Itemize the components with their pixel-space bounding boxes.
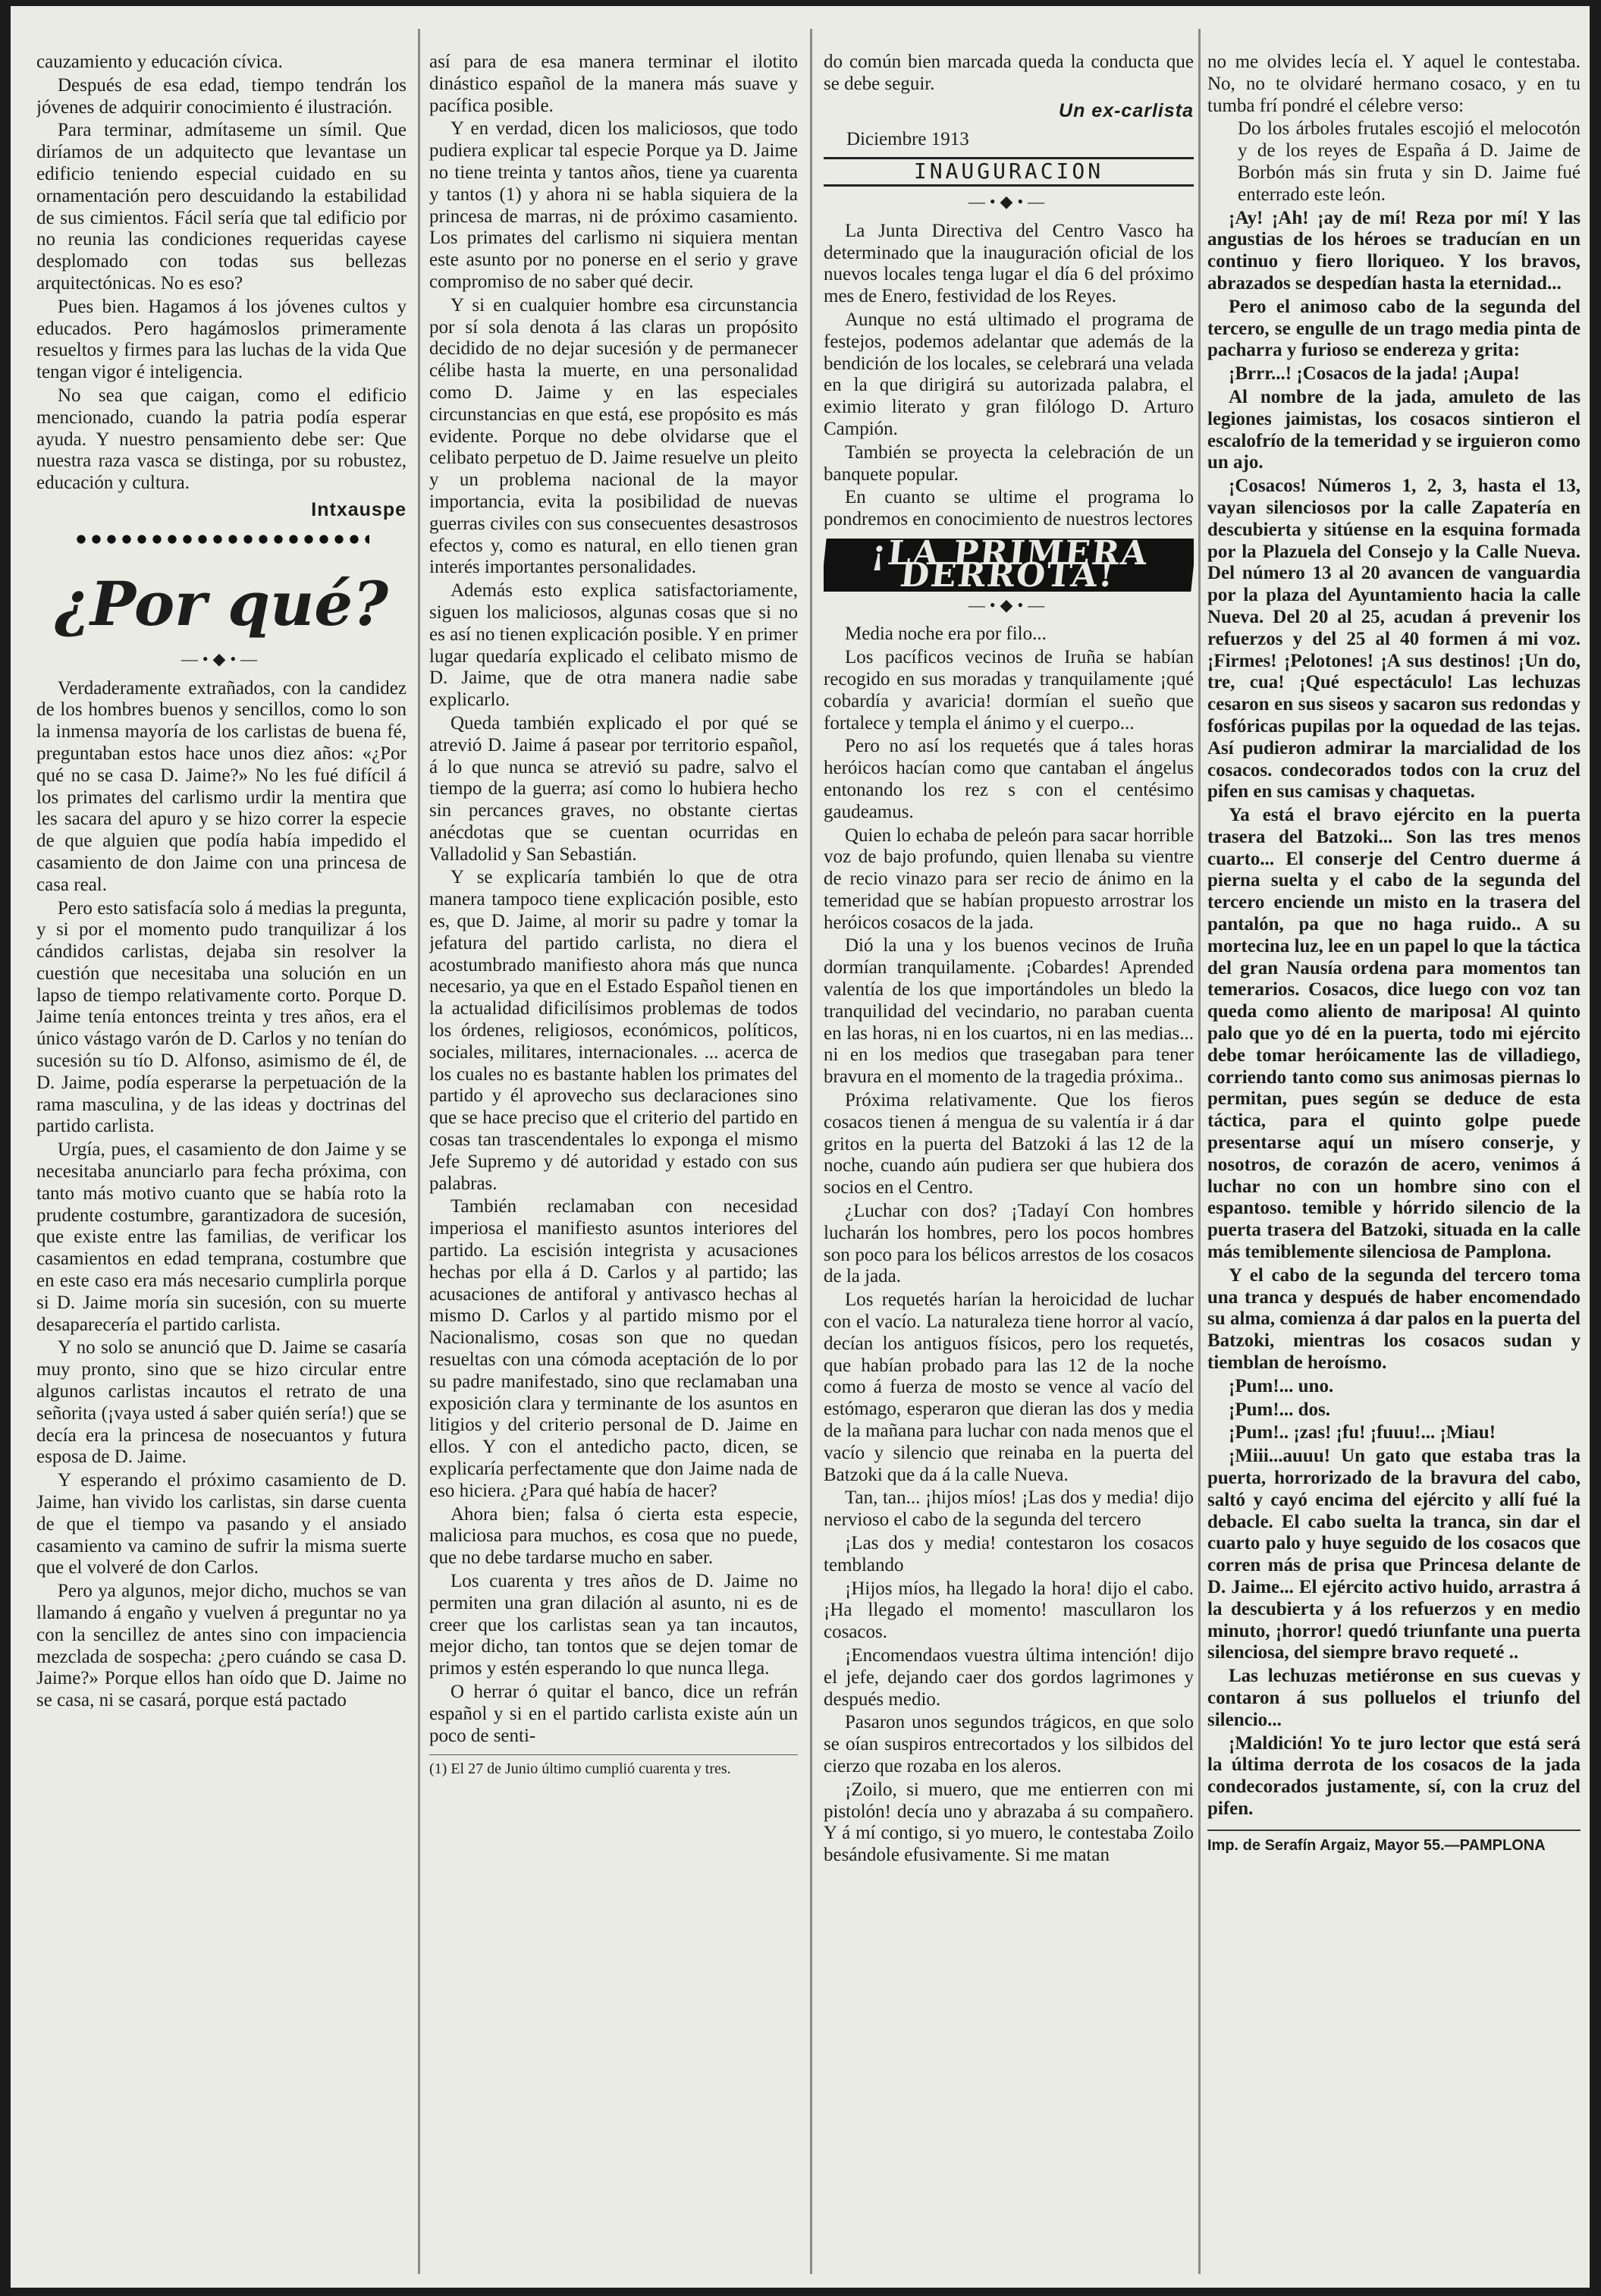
paragraph: También reclamaban con necesidad imperiosa el manifiesto asuntos interiores del partido. La escisión integrista y acusaciones hechas por ella á D. Carlos y al partido; las acusaciones de antiforal y antivasco hechas al mismo D. Carlos y al partido mismo por el Nacionalismo, cosas son que no quedan resueltas con una cómoda aceptación de lo por su padre manifestado, sino que reclamaban una exposición clara y terminante de los asuntos en litigios y del criterio personal de D. Jaime en ellos. Y con el antedicho pacto, dicen, se explicaría perfectamente que don Jaime nada de eso hiciera. ¿Para qué había de hacer?	[429, 1196, 798, 1501]
verse: Do los árboles frutales escojió el melocotón y de los reyes de España á D. Jaime de Borbón más sin fruta y sin D. Jaime fué enterrado este león.	[1238, 118, 1581, 205]
column-3	[824, 52, 1194, 2259]
section-heading-inauguracion: INAUGURACION	[824, 157, 1194, 187]
paragraph: ¡Pum!.. ¡zas! ¡fu! ¡fuuu!... ¡Miau!	[1229, 1422, 1496, 1443]
paragraph: Pero el animoso cabo de la segunda del tercero, se engulle de un trago media pinta de pacharra y furioso se endereza y grita:	[1207, 296, 1581, 361]
paragraph: Pero esto satisfacía solo á medias la pregunta, y si por el momento pudo tranquilizar á los cándidos carlistas, dejaba sin resolver la cuestión que necesitaba una solución en un lapso de tiempo relativamente corto. Porque D. Jaime tenía entonces treinta y tres años, era el único vástago varón de D. Carlos y no tenían do sucesión su tío D. Alfonso, asimismo de él, de D. Jaime, podía esperarse la perpetuación de la rama masculina, y de las ideas y doctrinas del partido carlista.	[36, 897, 407, 1137]
paragraph: ¡Pum!... dos.	[1229, 1399, 1331, 1420]
paragraph: Próxima relativamente. Que los fieros cosacos tienen á mengua de su valentía ir á dar gritos en la puerta del Batzoki á las 12 de la noche, cuando aún pudiera ser que hubiera dos socios en el Centro.	[824, 1090, 1194, 1198]
paragraph: Pero ya algunos, mejor dicho, muchos se van llamando á engaño y vuelven á preguntar no ya con la sencillez de antes sino con impaciencia mezclada de sospecha: ¿pero cuándo se casa D. Jaime?» Porque ellos han oído que D. Jaime no se casa, ni se casará, porque está pactado	[36, 1581, 407, 1711]
column-rule	[810, 29, 812, 2274]
paragraph: Las lechuzas metiéronse en sus cuevas y contaron á sus polluelos el triunfo del silencio...	[1207, 1666, 1581, 1730]
paragraph: Verdaderamente extrañados, con la candidez de los hombres buenos y sencillos, como lo son la inmensa mayoría de los carlistas de buena fé, preguntaban estos hace unos diez años: «¿Por qué no se casa D. Jaime?» No les fué difícil á los primates del carlismo urdir la mentira que les sacara del apuro y se hizo correr la especie de que alguien que podía había impedido el casamiento de don Jaime con una princesa de casa real.	[36, 677, 407, 895]
column-4	[1207, 52, 1581, 2274]
paragraph: Y si en cualquier hombre esa circunstancia por sí sola denota á las claras un propósito decidido de no dejar sucesión y de permanecer célibe hasta la muerte, en una personalidad como D. Jaime y en las especiales circunstancias en que está, ese propósito es más evidente. Porque no debe olvidarse que el celibato perpetuo de D. Jaime resuelve un pleito y un problema nacional de la mayor importancia, evita la posibilidad de nuevas guerras civiles con sus consecuentes desastrosos efectos y, como es natural, en ello tienen gran interés importantes personalidades.	[429, 294, 798, 578]
paragraph: así para de esa manera terminar el ilotito dinástico español de la manera más suave y pacífica posible.	[429, 52, 798, 116]
paragraph: Queda también explicado el por qué se atrevió D. Jaime á pasear por territorio español, á lo que nunca se atrevió su padre, salvo el tiempo de la guerra; así como lo hubiera hecho sin percances graves, no obstante ciertas anécdotas que se cuentan ocurridas en Valladolid y San Sebastián.	[429, 712, 798, 865]
ornament-small: —•◆•—	[968, 595, 1050, 614]
ornament-small: —•◆•—	[181, 649, 262, 668]
paragraph: Los cuarenta y tres años de D. Jaime no permiten una gran dilación al asunto, ni es de creer que los carlistas sean ya tan incautos, mejor dicho, tan tontos que se dejen tomar de primos y estén esperando lo que nunca llega.	[429, 1570, 798, 1679]
paragraph: Y no solo se anunció que D. Jaime se casaría muy pronto, sino que se hizo circular entre algunos carlistas incautos el retrato de una señorita (¡vaya usted á saber quién sería!) que se decía era la princesa de nosecuantos y futura esposa de D. Jaime.	[36, 1337, 407, 1468]
newspaper-page	[11, 6, 1590, 2288]
paragraph: ¡Zoilo, si muero, que me entierren con mi pistolón! decía uno y abrazaba á su compañero. Y á mí contigo, si yo muero, le contestaba Zoilo besándole efusivamente. Si me matan	[824, 1779, 1194, 1866]
paragraph: Urgía, pues, el casamiento de don Jaime y se necesitaba anunciarlo para fecha próxima, con tanto más motivo cuanto que se había roto la prudente costumbre, garantizadora de sucesión, que existe entre las familias, de verificar los casamientos en edad temprana, costumbre que en este caso era más necesario cumplirla porque si D. Jaime moría sin sucesión, con su muerte desaparecería el partido carlista.	[36, 1139, 407, 1335]
paragraph: ¡Las dos y media! contestaron los cosacos temblando	[824, 1533, 1194, 1575]
paragraph: Y esperando el próximo casamiento de D. Jaime, han vivido los carlistas, sin darse cuenta de que el tiempo va pasando y el ansiado casamiento va camino de sufrir la misma suerte que el volveré de don Carlos.	[36, 1470, 407, 1578]
paragraph: ¡Encomendaos vuestra última intención! dijo el jefe, dejando caer dos gordos lagrimones y después medio.	[824, 1644, 1194, 1710]
paragraph: Los pacíficos vecinos de Iruña se habían recogido en sus moradas y tranquilamente ¡qué cobardía y avaricia! dormían el sueño que fortalece y templa el ánimo y el cuerpo...	[824, 647, 1194, 733]
paragraph: Pero no así los requetés que á tales horas heróicos hacían como que cantaban el ángelus entonando los rez s con el centésimo gaudeamus.	[824, 736, 1194, 822]
paragraph: Y el cabo de la segunda del tercero toma una tranca y después de haber encomendado su alma, comienza á dar palos en la puerta del Batzoki, mientras los cosacos sudan y tiemblan de heroísmo.	[1207, 1264, 1581, 1374]
paragraph: Pues bien. Hagamos á los jóvenes cultos y educados. Pero hagámoslos primeramente resueltos y firmes para las luchas de la vida Que tengan vigor é inteligencia.	[36, 296, 407, 383]
paragraph: No sea que caigan, como el edificio mencionado, cuando la patria podía esperar ayuda. Y nuestro pensamiento debe ser: Que nuestra raza vasca se distinga, por su robustez, educación y cultura.	[36, 385, 407, 494]
author-signature: Un ex-carlista	[1059, 99, 1194, 121]
paragraph: cauzamiento y educación cívica.	[36, 52, 283, 72]
paragraph: ¡Hijos míos, ha llegado la hora! dijo el cabo. ¡Ha llegado el momento! mascullaron los cosacos.	[824, 1578, 1194, 1643]
paragraph: Media noche era por filo...	[845, 623, 1047, 645]
paragraph: Y en verdad, dicen los maliciosos, que todo pudiera explicar tal especie Porque ya D. Jaime no tiene treinta y tantos años, tiene ya cuarenta y tantos (1) y ahora ni se habla siquiera de la princesa de marras, ni de próximo casamiento. Los primates del carlismo ni siquiera mentan este asunto por no ponerse en el serio y grave compromiso de no saber qué decir.	[429, 118, 798, 292]
column-rule	[1198, 29, 1201, 2274]
article-heading: ¿Por qué?	[54, 567, 389, 639]
paragraph: Quien lo echaba de peleón para sacar horrible voz de bajo profundo, quien llenaba su vientre de recio vinazo para ser recio de ánimo en la temeridad que se habían propuesto arrostrar los heróicos cosacos de la jada.	[824, 824, 1194, 933]
paragraph: Al nombre de la jada, amuleto de las legiones jaimistas, los cosacos sintieron el escalofrío de la temeridad y se irguieron como un ajo.	[1207, 386, 1581, 473]
paragraph: Aunque no está ultimado el programa de festejos, podemos adelantar que además de la bendición de los locales, se celebrará una velada en la que dirigirá su autorizada palabra, el eximio literato y gran filólogo D. Arturo Campión.	[824, 309, 1194, 439]
paragraph: ¿Luchar con dos? ¡Tadayí Con hombres lucharán los hombres, pero los pocos hombres son poco para los bélicos arrestos de los cosacos de la jada.	[824, 1201, 1194, 1287]
paragraph: Tan, tan... ¡hijos míos! ¡Las dos y media! dijo nervioso el cabo de la segunda del tercero	[824, 1487, 1194, 1531]
paragraph: Y se explicaría también lo que de otra manera tampoco tiene explicación posible, esto es, que D. Jaime, al morir su padre y tomar la jefatura del partido carlista, no diera el acostumbrado manifiesto ahora más que nunca necesario, ya que en el Estado Español tienen en la actualidad dificilísimos problemas de todos los órdenes, religiosos, económicos, políticos, sociales, militares, internacionales. ... acerca de los cuales no es bastante hablen los primates del partido y él aprovecho sus declaraciones sino que se hace preciso que el criterio del partido en cosas tan trascendentales lo exponga el mismo Jefe Supremo y dé autoridad y estado con sus palabras.	[429, 867, 798, 1194]
paragraph: do común bien marcada queda la conducta que se debe seguir.	[824, 52, 1194, 94]
paragraph: Ya está el bravo ejército en la puerta trasera del Batzoki... Son las tres menos cuarto... El conserje del Centro duerme á pierna suelta y el cabo de la segunda del tercero enciende un misto en la trasera del pantalón, pa que no haga ruido.. A su mortecina luz, lee en un papel lo que la táctica del gran Nausía ordena para momentos tan temerarios. Cosacos, dice luego con voz tan queda como aliento de mariposa! Al quinto palo que yo dé en la puerta, todo mi ejército debe tomar heróicamente las de villadiego, corriendo tanto como sus animosas piernas lo permitan, pues según se deduce de esta táctica, para el quinto golpe puede presentarse aquí un mísero conserje, y nosotros, de corazón de acero, venimos á luchar no con un hombre sino con el espantoso. temible y hórrido silencio de la puerta trasera del Batzoki, situada en la calle más temiblemente silenciosa de Pamplona.	[1207, 805, 1581, 1263]
printer-imprint: Imp. de Serafín Argaiz, Mayor 55.—PAMPLONA	[1207, 1830, 1581, 1855]
ornament-divider	[74, 532, 369, 551]
paragraph: Para terminar, admítaseme un símil. Que diríamos de un adquitecto que levantase un edificio teniendo especial cuidado en su ornamentación pero descuidando la estabilidad de sus cimientos. Fácil sería que tal edificio por no reunia las condiciones requeridas cayese desplomado con todas sus bellezas arquitectónicas. No es eso?	[36, 120, 407, 294]
paragraph: También se proyecta la celebración de un banquete popular.	[824, 441, 1194, 485]
article-date: Diciembre 1913	[846, 129, 969, 150]
paragraph: Después de esa edad, tiempo tendrán los jóvenes de adquirir conocimiento é ilustración.	[36, 74, 407, 118]
column-rule	[418, 29, 420, 2274]
paragraph: Pasaron unos segundos trágicos, en que solo se oían suspiros entrecortados y los silbidos del cierzo que rozaba en los aleros.	[824, 1712, 1194, 1776]
paragraph: no me olvides lecía el. Y aquel le contestaba. No, no te olvidaré hermano cosaco, y en tu tumba frí pondré el célebre verso:	[1207, 52, 1581, 116]
paragraph: ¡Pum!... uno.	[1229, 1375, 1334, 1396]
paragraph: Ahora bien; falsa ó cierta esta especie, maliciosa para muchos, es cosa que no puede, que no debe tardarse mucho en saber.	[429, 1503, 798, 1569]
paragraph: En cuanto se ultime el programa lo pondremos en conocimiento de nuestros lectores	[824, 487, 1194, 530]
paragraph: Además esto explica satisfactoriamente, siguen los maliciosos, algunas cosas que si no es así no tienen explicación posible. Y en primer lugar quedaría explicado el celibato mismo de D. Jaime, que de otra manera nadie sabe explicarlo.	[429, 580, 798, 711]
paragraph: ¡Miii...auuu! Un gato que estaba tras la puerta, horrorizado de la bravura del cabo, saltó y cayó encima del ejército y allí fué la debacle. El cabo suelta la tranca, sin dar el cuarto palo y huye seguido de los cosacos que corren más de prisa que Princesa delante de D. Jaime... El ejército activo huido, arrastra á la descubierta y á los refuerzos y en medio minuto, ¡horror! quedó triunfante una puerta silenciosa, del siempre bravo requeté ..	[1207, 1446, 1581, 1663]
paragraph: ¡Maldición! Yo te juro lector que está será la última derrota de los cosacos de la jada condecorados justamente, sí, con la cruz del pifen.	[1207, 1732, 1581, 1819]
paragraph: La Junta Directiva del Centro Vasco ha determinado que la inauguración oficial de los nuevos locales tenga lugar el día 6 del próximo mes de Enero, festividad de los Reyes.	[824, 220, 1194, 307]
paragraph: ¡Brrr...! ¡Cosacos de la jada! ¡Aupa!	[1229, 363, 1520, 385]
column-2	[429, 52, 798, 2259]
paragraph: ¡Cosacos! Números 1, 2, 3, hasta el 13, vayan silenciosos por la calle Zapatería en descubierta y sitúense en la esquina formada por la Plazuela del Consejo y la Calle Nueva. Del número 13 al 20 avancen de vanguardia por la plaza del Ayuntamiento hacia la calle Nueva. Del 20 al 25, acudan á prevenir los refuerzos y del 25 al 40 formen á mi voz. ¡Firmes! ¡Pelotones! ¡A sus destinos! ¡Un do, tre, cua! ¡Qué espectáculo! Las lechuzas cesaron en sus siseos y sacaron sus redondas y fosfóricas pupilas por la oquedad de las tejas. Así pudieron admirar la marcialidad de los cosacos. condecorados todos con la cruz del pifen en sus camisas y chaquetas.	[1207, 476, 1581, 803]
paragraph: O herrar ó quitar el banco, dice un refrán español y si en el partido carlista existe aún un poco de senti-	[429, 1681, 798, 1746]
footnote: (1) El 27 de Junio último cumplió cuarenta y tres.	[429, 1754, 798, 1778]
paragraph: Los requetés harían la heroicidad de luchar con el vacío. La naturaleza tiene horror al vacío, decían los antiguos físicos, pero los requetés, que habían probado para las 12 de la noche como á fuerza de mosto se vence al vacío del estómago, esperaron que dieran las dos y media de la mañana para luchar con nada menos que el vacío y silencio que reinaba en la puerta del Batzoki que da á la calle Nueva.	[824, 1289, 1194, 1485]
paragraph: ¡Ay! ¡Ah! ¡ay de mí! Reza por mí! Y las angustias de los héroes se traducían en un continuo y fiero lloriqueo. Y los bravos, abrazados se despedían hasta la eternidad...	[1207, 207, 1581, 294]
section-heading-derrota: ¡LA PRIMERA DERROTA!	[824, 539, 1194, 592]
author-signature: Intxauspe	[311, 498, 407, 520]
ornament-small: —•◆•—	[968, 191, 1050, 211]
paragraph: Dió la una y los buenos vecinos de Iruña dormían tranquilamente. ¡Cobardes! Aprended valentía de los que importándoles un bledo la tranquilidad del vecindario, no paraban cuenta en las horas, ni en los cuartos, ni en las medias... ni en los medios que trasegaban para tener bravura en el momento de la tragedia próxima..	[824, 935, 1194, 1088]
column-1	[36, 52, 407, 2251]
